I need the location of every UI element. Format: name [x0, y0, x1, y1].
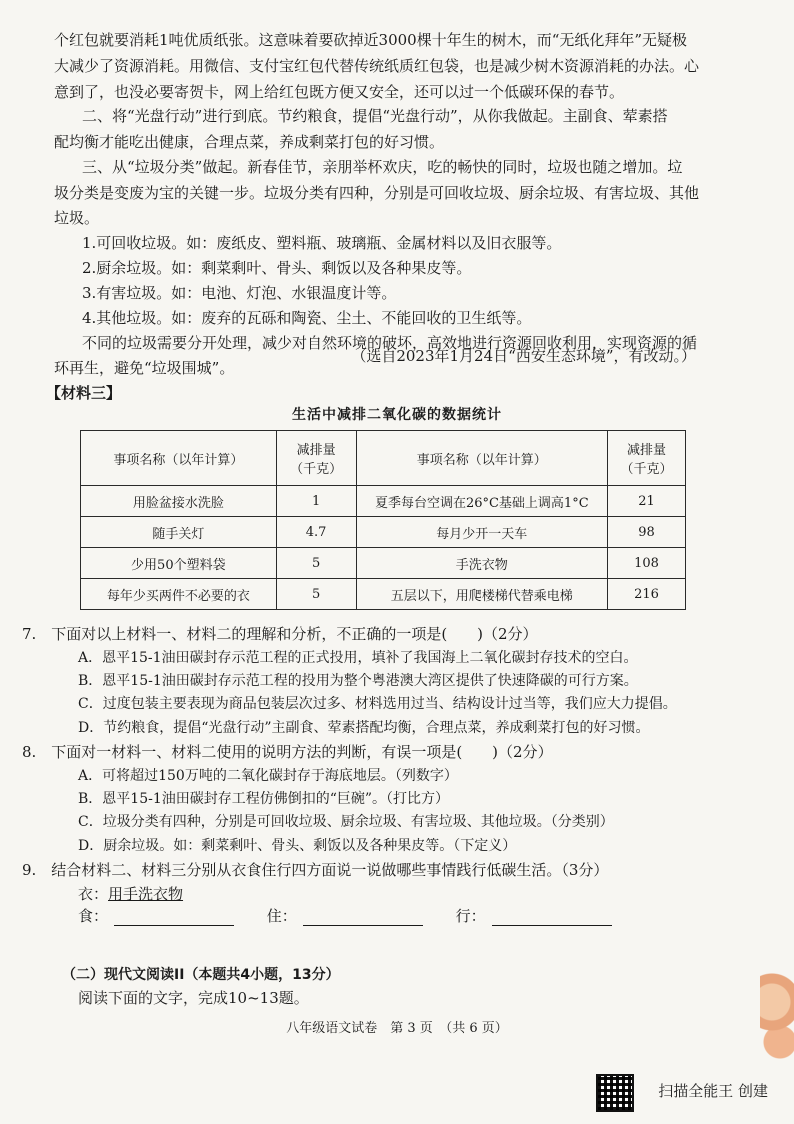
answer-clothing-text: 用手洗衣物	[108, 885, 184, 903]
answer-travel-label: 行：	[455, 907, 486, 925]
table-row	[81, 548, 686, 579]
paragraph-line: 二、将“光盘行动”进行到底。节约粮食，提倡“光盘行动”，从你我做起。主副食、荤素搭	[82, 107, 668, 125]
table-cell-item: 用脸盆接水洗脸	[81, 486, 277, 517]
table-cell-item: 少用50个塑料袋	[81, 548, 277, 579]
paragraph-line: 环再生，避免“垃圾围城”。	[54, 359, 235, 377]
column-header-item: 事项名称（以年计算）	[81, 431, 277, 486]
answer-travel-blank[interactable]	[492, 909, 612, 926]
flower-decoration-image	[760, 962, 794, 1062]
table-title: 生活中减排二氧化碳的数据统计	[292, 407, 502, 423]
question-7-option-d: D．节约粮食，提倡“光盘行动”主副食、荤素搭配均衡，合理点菜，养成剩菜打包的好习惯。	[78, 720, 650, 736]
list-item: 3.有害垃圾。如：电池、灯泡、水银温度计等。	[82, 284, 397, 302]
answer-clothing-label: 衣：	[78, 885, 109, 903]
table-cell-item: 每月少开一天车	[356, 517, 608, 548]
table-cell-item: 手洗衣物	[356, 548, 608, 579]
answer-clothing	[78, 884, 183, 904]
answer-housing-blank[interactable]	[303, 909, 423, 926]
answer-blanks-row	[78, 906, 618, 926]
table-cell-item: 五层以下，用爬楼梯代替乘电梯	[356, 579, 608, 610]
question-8-option-a: A．可将超过150万吨的二氧化碳封存于海底地层。（列数字）	[78, 768, 458, 784]
table-header-row	[81, 431, 686, 486]
paragraph-line: 三、从“垃圾分类”做起。新春佳节，亲朋举杯欢庆，吃的畅快的同时，垃圾也随之增加。垃	[82, 158, 683, 176]
question-7-option-b: B．恩平15-1油田碳封存示范工程的投用为整个粤港澳大湾区提供了快速降碳的可行方案。	[78, 673, 638, 689]
emission-table	[80, 430, 686, 610]
page-footer: 八年级语文试卷 第 3 页 （共 6 页）	[286, 1021, 508, 1036]
question-8-option-d: D．厨余垃圾。如：剩菜剩叶、骨头、剩饭以及各种果皮等。（下定义）	[78, 838, 517, 854]
paragraph-line: 意到了，也没必要寄贺卡，网上给红包既方便又安全，还可以过一个低碳环保的春节。	[54, 83, 625, 101]
scanner-watermark: 扫描全能王 创建	[658, 1082, 768, 1100]
section-two-instruction: 阅读下面的文字，完成10~13题。	[78, 989, 309, 1007]
qr-code-icon	[596, 1074, 634, 1112]
paragraph-line: 个红包就要消耗1吨优质纸张。这意味着要砍掉近3000棵十年生的树木，而“无纸化拜年”无疑极	[54, 31, 688, 49]
table-cell-value: 5	[276, 579, 356, 610]
table-cell-item: 随手关灯	[81, 517, 277, 548]
list-item: 4.其他垃圾。如：废弃的瓦砾和陶瓷、尘土、不能回收的卫生纸等。	[82, 309, 532, 327]
question-8-option-c: C．垃圾分类有四种，分别是可回收垃圾、厨余垃圾、有害垃圾、其他垃圾。（分类别）	[78, 814, 614, 830]
question-7-option-c: C．过度包装主要表现为商品包装层次过多、材料选用过当、结构设计过当等，我们应大力提倡。	[78, 696, 677, 712]
answer-food-blank[interactable]	[114, 909, 234, 926]
table-cell-value: 1	[276, 486, 356, 517]
column-header-item: 事项名称（以年计算）	[356, 431, 608, 486]
question-8-stem: 8. 下面对一材料一、材料二使用的说明方法的判断，有误一项是( )（2分）	[22, 743, 553, 761]
table-cell-value: 216	[608, 579, 686, 610]
answer-food-label: 食：	[78, 907, 109, 925]
table-row	[81, 579, 686, 610]
table-cell-value: 4.7	[276, 517, 356, 548]
table-row	[81, 517, 686, 548]
table-cell-value: 98	[608, 517, 686, 548]
list-item: 1.可回收垃圾。如：废纸皮、塑料瓶、玻璃瓶、金属材料以及旧衣服等。	[82, 234, 562, 252]
paragraph-line: 不同的垃圾需要分开处理，减少对自然环境的破坏，高效地进行资源回收利用，实现资源的循	[82, 334, 698, 352]
table-cell-value: 21	[608, 486, 686, 517]
question-7-option-a: A．恩平15-1油田碳封存示范工程的正式投用，填补了我国海上二氧化碳封存技术的空白。	[78, 650, 638, 666]
table-cell-item: 夏季每台空调在26°C基础上调高1°C	[356, 486, 608, 517]
source-citation: （选自2023年1月24日“西安生态环境”，有改动。）	[351, 347, 696, 365]
paragraph-line: 圾分类是变废为宝的关键一步。垃圾分类有四种，分别是可回收垃圾、厨余垃圾、有害垃圾、其他	[54, 184, 700, 202]
paragraph-line: 配均衡才能吃出健康，合理点菜，养成剩菜打包的好习惯。	[54, 133, 445, 151]
column-header-amount: 减排量 （千克）	[276, 431, 356, 486]
table-cell-value: 108	[608, 548, 686, 579]
answer-housing-label: 住：	[266, 907, 297, 925]
table-row	[81, 486, 686, 517]
table-cell-item: 每年少买两件不必要的衣	[81, 579, 277, 610]
paragraph-line: 垃圾。	[54, 209, 100, 227]
list-item: 2.厨余垃圾。如：剩菜剩叶、骨头、剩饭以及各种果皮等。	[82, 259, 472, 277]
question-8-option-b: B．恩平15-1油田碳封存工程仿佛倒扣的“巨碗”。（打比方）	[78, 791, 450, 807]
question-9-stem: 9. 结合材料二、材料三分别从衣食住行四方面说一说做哪些事情践行低碳生活。（3分）	[22, 861, 609, 879]
column-header-amount: 减排量 （千克）	[608, 431, 686, 486]
section-two-heading: （二）现代文阅读II（本题共4小题，13分）	[62, 967, 340, 983]
table-cell-value: 5	[276, 548, 356, 579]
paragraph-line: 大减少了资源消耗。用微信、支付宝红包代替传统纸质红包袋，也是减少树木资源消耗的办法。心	[54, 57, 700, 75]
question-7-stem: 7. 下面对以上材料一、材料二的理解和分析，不正确的一项是( )（2分）	[22, 625, 538, 643]
material-three-label: 【材料三】	[46, 384, 122, 402]
